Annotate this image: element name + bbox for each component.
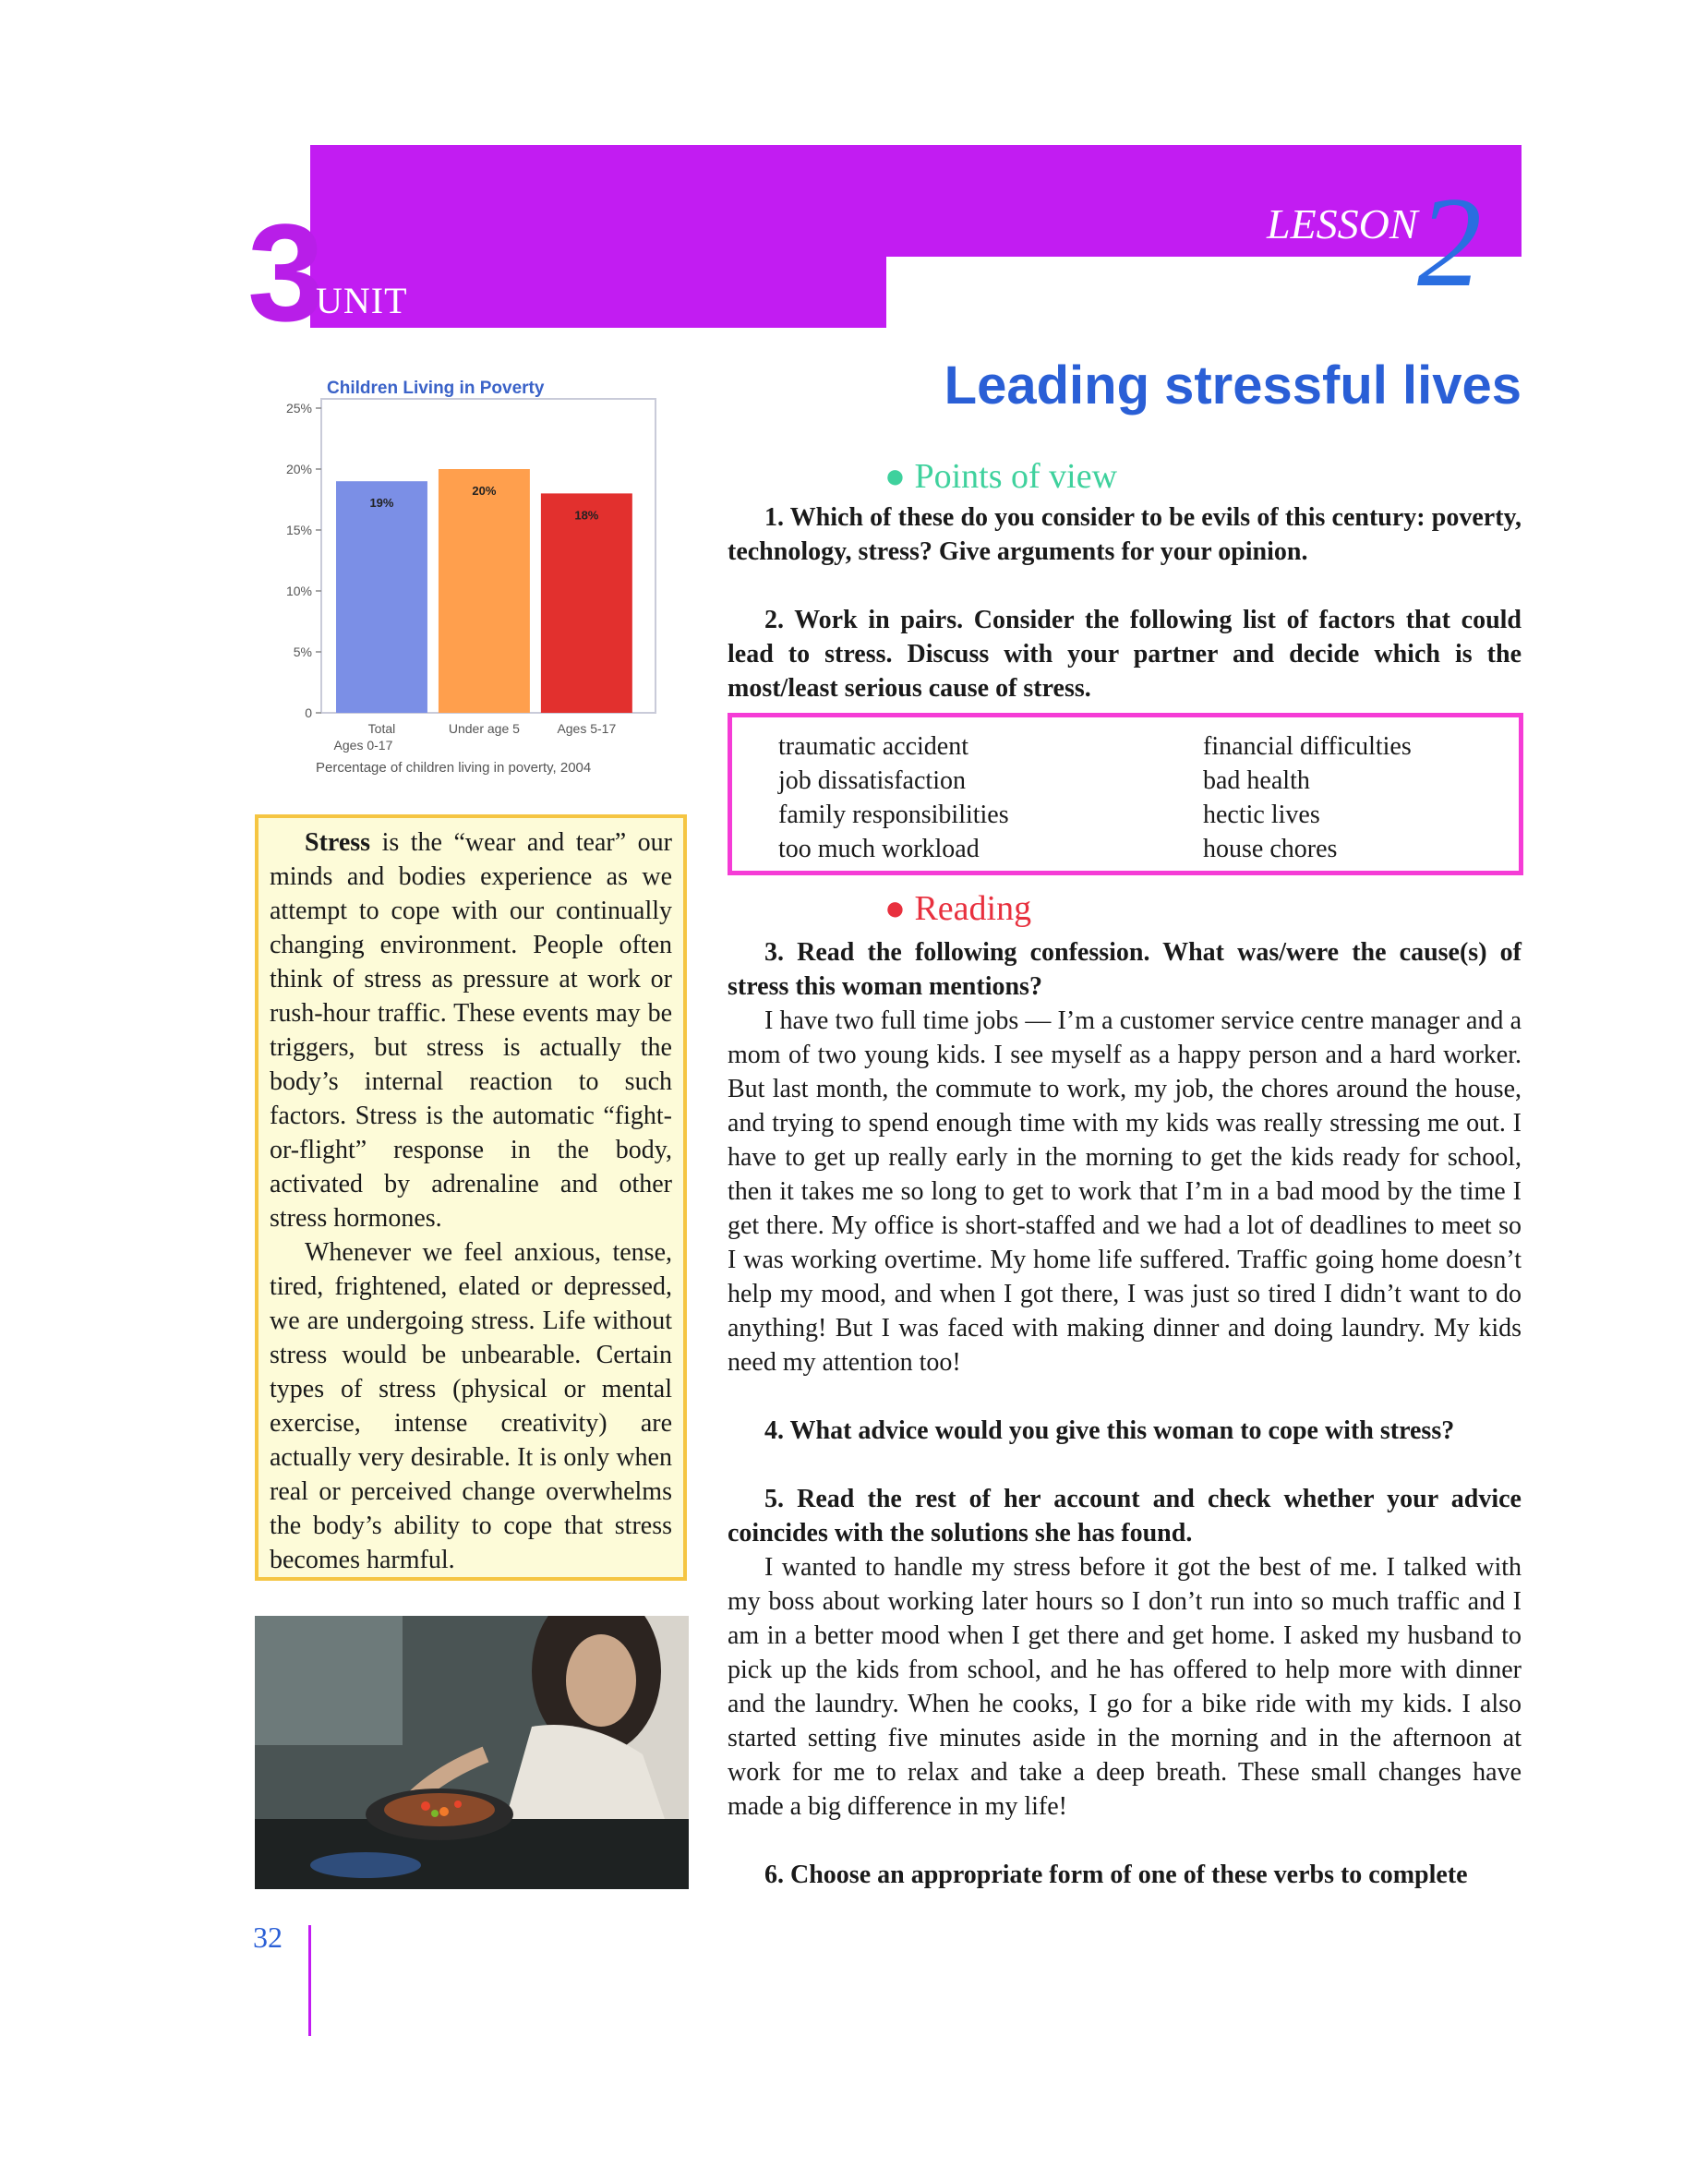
chart-category-label: Ages 0-17 <box>333 738 393 753</box>
question-4: 4. What advice would you give this woman to cope with stress? <box>764 1416 1455 1445</box>
cooking-photo <box>255 1616 689 1889</box>
question-1-block <box>728 500 1522 569</box>
infobox-paragraph-1 <box>270 825 672 1235</box>
chart-bar-value-label: 18% <box>574 508 599 523</box>
infobox-p1-text: is the “wear and tear” our minds and bodies experience as we attempt to cope with our continually changing environment. People often think of stress as pressure at work or rush-hour traffic. These events may be triggers, but stress is actually the body’s internal reaction to such factors. Stress is the automatic “fight-or-flight” response in the body, activated by adrenaline and other stress hormones. <box>270 828 672 1233</box>
reading-block <box>728 935 1522 1892</box>
chart-y-tick-label: 20% <box>285 462 312 476</box>
chart-category-label: Under age 5 <box>448 721 520 736</box>
stress-factor-item: too much workload <box>778 835 980 863</box>
chart-bar-value-label: 19% <box>369 496 394 511</box>
stress-factors-grid <box>778 729 1519 866</box>
chart-y-tick-label: 10% <box>285 584 312 598</box>
spacer <box>728 1379 1522 1414</box>
stress-factors-box <box>728 713 1523 875</box>
infobox-paragraph-2: Whenever we feel anxious, tense, tired, frightened, elated or depressed, we are undergoing stress. Life without stress would be unbearable. Certain types of stress (physical or mental exercise, intense creativity) are actually very desirable. It is only when real or perceived change overwhelms the body’s ability to cope that stress becomes harmful. <box>270 1238 672 1574</box>
chart-category-label: Ages 5-17 <box>557 721 617 736</box>
stress-factor-item: hectic lives <box>1203 801 1320 829</box>
question-2-block <box>728 603 1522 705</box>
poverty-chart <box>268 362 702 787</box>
chart-category-label: Total <box>367 721 396 736</box>
chart-y-tick-label: 15% <box>285 523 312 537</box>
question-1: 1. Which of these do you consider to be evils of this century: poverty, technology, stress? Give arguments for your opinion. <box>728 503 1522 566</box>
confession-passage: I have two full time jobs — I’m a customer service centre manager and a mom of two young kids. I see myself as a happy person and a hard worker. But last month, the commute to work, my job, the chores around the house, and trying to spend enough time with my kids was really stressing me out. I have to get up really early in the morning to get the kids ready for school, then it takes me so long to get to work that I’m in a bad mood by the time I get there. My office is short-staffed and we had a lot of deadlines to meet so I was working overtime. My home life suffered. Traffic going home doesn’t help my mood, and when I got there, I was just so tired I didn’t want to do anything! But I was faced with making dinner and doing laundry. My kids need my attention too! <box>728 1006 1522 1377</box>
section-reading: ● Reading <box>884 889 1032 928</box>
chart-y-tick-label: 25% <box>285 401 312 416</box>
chart-bar-value-label: 20% <box>472 484 497 498</box>
stress-factor-item: job dissatisfaction <box>778 766 966 795</box>
question-2: 2. Work in pairs. Consider the following list of factors that could lead to stress. Discuss with your partner and decide which is the most/least serious cause of stress. <box>728 606 1522 703</box>
question-3: 3. Read the following confession. What was/were the cause(s) of stress this woman mentions? <box>728 938 1522 1001</box>
chart-svg <box>268 362 702 787</box>
lesson-label: LESSON <box>1267 200 1418 247</box>
spacer <box>728 1824 1522 1858</box>
stress-factor-item: financial difficulties <box>1203 732 1412 761</box>
infobox-lead-word: Stress <box>305 828 371 857</box>
unit-number: 3 <box>247 195 325 350</box>
page-number-rule <box>308 1925 311 2036</box>
stress-factor-item: house chores <box>1203 835 1338 863</box>
chart-y-tick-label: 0 <box>305 705 312 720</box>
chart-y-tick-label: 5% <box>293 644 312 659</box>
spacer <box>728 1448 1522 1482</box>
stress-definition-box <box>255 814 687 1581</box>
chart-x-axis-label: Percentage of children living in poverty, 2004 <box>316 760 592 776</box>
stress-factor-item: family responsibilities <box>778 801 1009 829</box>
cooking-photo-drawing <box>255 1616 689 1889</box>
lesson-title: Leading stressful lives <box>944 355 1522 416</box>
stress-factor-item: bad health <box>1203 766 1310 795</box>
page-number: 32 <box>253 1921 283 1954</box>
chart-title: Children Living in Poverty <box>327 379 545 398</box>
stress-factor-item: traumatic accident <box>778 732 968 761</box>
chart-bar <box>541 493 632 713</box>
chart-bar <box>336 481 427 713</box>
section-points-of-view: ● Points of view <box>884 457 1118 496</box>
chart-bar <box>439 469 530 713</box>
question-6: 6. Choose an appropriate form of one of these verbs to complete <box>764 1861 1468 1889</box>
question-5: 5. Read the rest of her account and check whether your advice coincides with the solutions she has found. <box>728 1485 1522 1548</box>
lesson-number: 2 <box>1417 171 1482 314</box>
solutions-passage: I wanted to handle my stress before it got the best of me. I talked with my boss about working later hours so I don’t run into so much traffic and I am in a better mood when I get there and get home. I asked my husband to pick up the kids from school, and he has offered to help more with dinner and the laundry. When he cooks, I go for a bike ride with my kids. I also started setting five minutes aside in the morning and in the afternoon at work for me to relax and take a deep breath. These small changes have made a big difference in my life! <box>728 1553 1522 1821</box>
unit-label: UNIT <box>316 280 408 321</box>
